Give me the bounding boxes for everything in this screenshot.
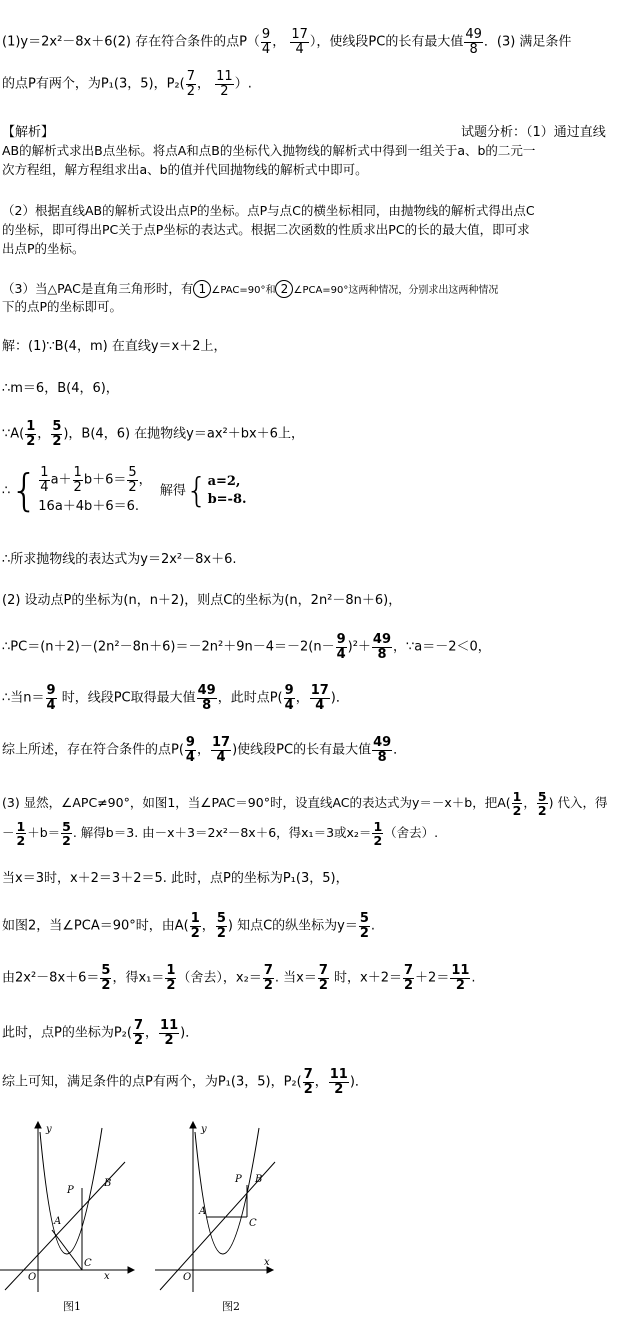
y-axis-arrow-icon: [35, 1122, 41, 1128]
solution-step-5: ∴所求抛物线的表达式为y＝2x²－8x＋6.: [2, 552, 237, 567]
y-axis-arrow-icon: [190, 1122, 196, 1128]
left-brace-icon: {: [10, 464, 39, 516]
label-o: O: [183, 1272, 192, 1283]
label-c: C: [84, 1258, 92, 1269]
label-x: x: [264, 1257, 270, 1268]
solution-step-3: ∵A( $\frac{1}{2}$ ， $\frac{5}{2}$ )，B(4，6) 在抛物线y＝ax²＋bx＋6上，: [2, 419, 304, 449]
label-x: x: [104, 1271, 110, 1282]
fraction: $\frac{1}{2}$: [26, 419, 36, 449]
solution-step-11: － $\frac{1}{2}$ ＋b＝ $\frac{5}{2}$ . 解得b＝3. 由－x＋3＝2x²－8x＋6，得x₁＝3或x₂＝ $\frac{1}{2}$ （舍去）.: [2, 819, 439, 849]
circled-number-1: 1: [193, 280, 211, 298]
solution-step-15: 此时，点P的坐标为P₂( $\frac{7}{2}$ ， $\frac{11}{2}$ )．: [2, 1018, 199, 1048]
answer-part1: (1)y＝2x²－8x＋6: [2, 34, 113, 50]
fraction: $\frac{5}{2}$: [52, 419, 62, 449]
x-axis-arrow-icon: [128, 1267, 134, 1273]
equation-system: ∴{ $\frac{1}{4}$ a＋ $\frac{1}{2}$ b＋6＝ $\frac{5}{2}$ ， 16a＋4b＋6＝6. 解得{ a=2, b=-8.: [2, 464, 247, 516]
solution-step-8: ∴当n＝ $\frac{9}{4}$ 时，线段PC取得最大值 $\frac{49}{8}$ ，此时点P( $\frac{9}{4}$ ， $\frac{17}{4}$ )．: [2, 683, 349, 713]
figure-1-diagram: [0, 1120, 135, 1295]
analysis-header: 【解析】: [2, 125, 55, 140]
solution-step-6: (2) 设动点P的坐标为(n，n＋2)，则点C的坐标为(n，2n²－8n＋6)，: [2, 593, 402, 608]
solution-step-1: 解：(1)∵B(4，m) 在直线y＝x＋2上，: [2, 339, 227, 354]
solution-step-7: ∴PC＝(n＋2)－(2n²－8n＋6)＝－2n²＋9n－4＝－2(n－ $\frac{9}{4}$ )²＋ $\frac{49}{8}$ ，∵a＝－2＜0，: [2, 632, 491, 662]
solution-step-13: 如图2，当∠PCA＝90°时，由A( $\frac{1}{2}$ ， $\frac{5}{2}$ ) 知点C的纵坐标为y＝ $\frac{5}{2}$ .: [2, 911, 376, 941]
answer-line-2: 的点P有两个，为P₁(3，5)，P₂( $\frac{7}{2}$ ， $\frac{11}{2}$ ）.: [2, 69, 252, 99]
answer-line-1: (1)y＝2x²－8x＋6(2) 存在符合条件的点P（ $\frac{9}{4}$ ， $\frac{17}{4}$ ），使线段PC的长有最大值 $\frac{49}{8}$ ．(3) 满足条件: [2, 27, 572, 57]
analysis-p1-line1: AB的解析式求出B点坐标。将点A和点B的坐标代入抛物线的解析式中得到一组关于a、b的二元一: [2, 143, 536, 158]
label-p: P: [67, 1185, 74, 1196]
figure-2-diagram: [155, 1120, 290, 1295]
left-brace-icon: {: [185, 470, 208, 511]
label-y: y: [46, 1124, 52, 1135]
label-p: P: [235, 1174, 242, 1185]
analysis-p2-line3: 出点P的坐标。: [2, 241, 85, 256]
fraction: $\frac{11}{2}$: [216, 69, 233, 99]
analysis-p2-line2: 的坐标，即可得出PC关于点P坐标的表达式。根据二次函数的性质求出PC的长的最大值，即可求: [2, 222, 530, 237]
label-y: y: [201, 1124, 207, 1135]
label-c: C: [249, 1218, 257, 1229]
analysis-p3-line2: 下的点P的坐标即可。: [2, 299, 123, 314]
solution-step-10: (3) 显然，∠APC≠90°，如图1，当∠PAC＝90°时，设直线AC的表达式为y＝－x＋b，把A( $\frac{1}{2}$ ， $\frac{5}{2}$ ) 代入，得: [2, 789, 608, 819]
segment-ac: [52, 1230, 82, 1270]
circled-number-2: 2: [275, 280, 293, 298]
answer-part2-mid: ），使线段PC的长有最大值: [309, 34, 464, 50]
solution-step-2: ∴m＝6，B(4，6)，: [2, 381, 119, 396]
solution-step-16: 综上可知，满足条件的点P有两个，为P₁(3，5)，P₂( $\frac{7}{2}$ ， $\frac{11}{2}$ )．: [2, 1067, 368, 1097]
analysis-p1-line2: 次方程组，解方程组求出a、b的值并代回抛物线的解析式中即可。: [2, 162, 368, 177]
answer-part3-prefix: ．(3) 满足条件: [483, 34, 572, 50]
fraction: $\frac{17}{4}$: [291, 27, 308, 57]
answer-part2-prefix: (2) 存在符合条件的点P（: [112, 34, 260, 50]
solution-step-9: 综上所述，存在符合条件的点P( $\frac{9}{4}$ ， $\frac{17}{4}$ )使线段PC的长有最大值 $\frac{49}{8}$ ．: [2, 735, 407, 765]
label-o: O: [28, 1272, 37, 1283]
analysis-p3-line1: （3）当△PAC是直角三角形时，有 1 ∠PAC=90°和 2 ∠PCA=90°这两种情况，分别求出这两种情况: [2, 281, 499, 296]
fraction: $\frac{9}{4}$: [261, 27, 271, 57]
label-b: B: [255, 1174, 263, 1185]
solution-step-12: 当x＝3时，x＋2＝3＋2＝5. 此时，点P的坐标为P₁(3，5)，: [2, 871, 349, 886]
figure-1-caption: 图1: [63, 1300, 81, 1313]
analysis-header-right: 试题分析：（1）通过直线: [461, 125, 606, 140]
analysis-p2-line1: （2）根据直线AB的解析式设出点P的坐标。点P与点C的横坐标相同，由抛物线的解析式得出点C: [2, 203, 535, 218]
label-a: A: [199, 1206, 207, 1217]
fraction: $\frac{49}{8}$: [465, 27, 482, 57]
label-b: B: [104, 1178, 112, 1189]
figure-2-caption: 图2: [222, 1300, 240, 1313]
solution-step-14: 由2x²－8x＋6＝ $\frac{5}{2}$ ，得x₁＝ $\frac{1}{2}$ （舍去），x₂＝ $\frac{7}{2}$ . 当x＝ $\frac{7}{2}$ 时，x＋2＝ $\frac{7}{2}$ ＋2＝ $\frac{11}{2}$ .: [2, 963, 476, 993]
fraction: $\frac{7}{2}$: [186, 69, 195, 99]
label-a: A: [54, 1216, 62, 1227]
